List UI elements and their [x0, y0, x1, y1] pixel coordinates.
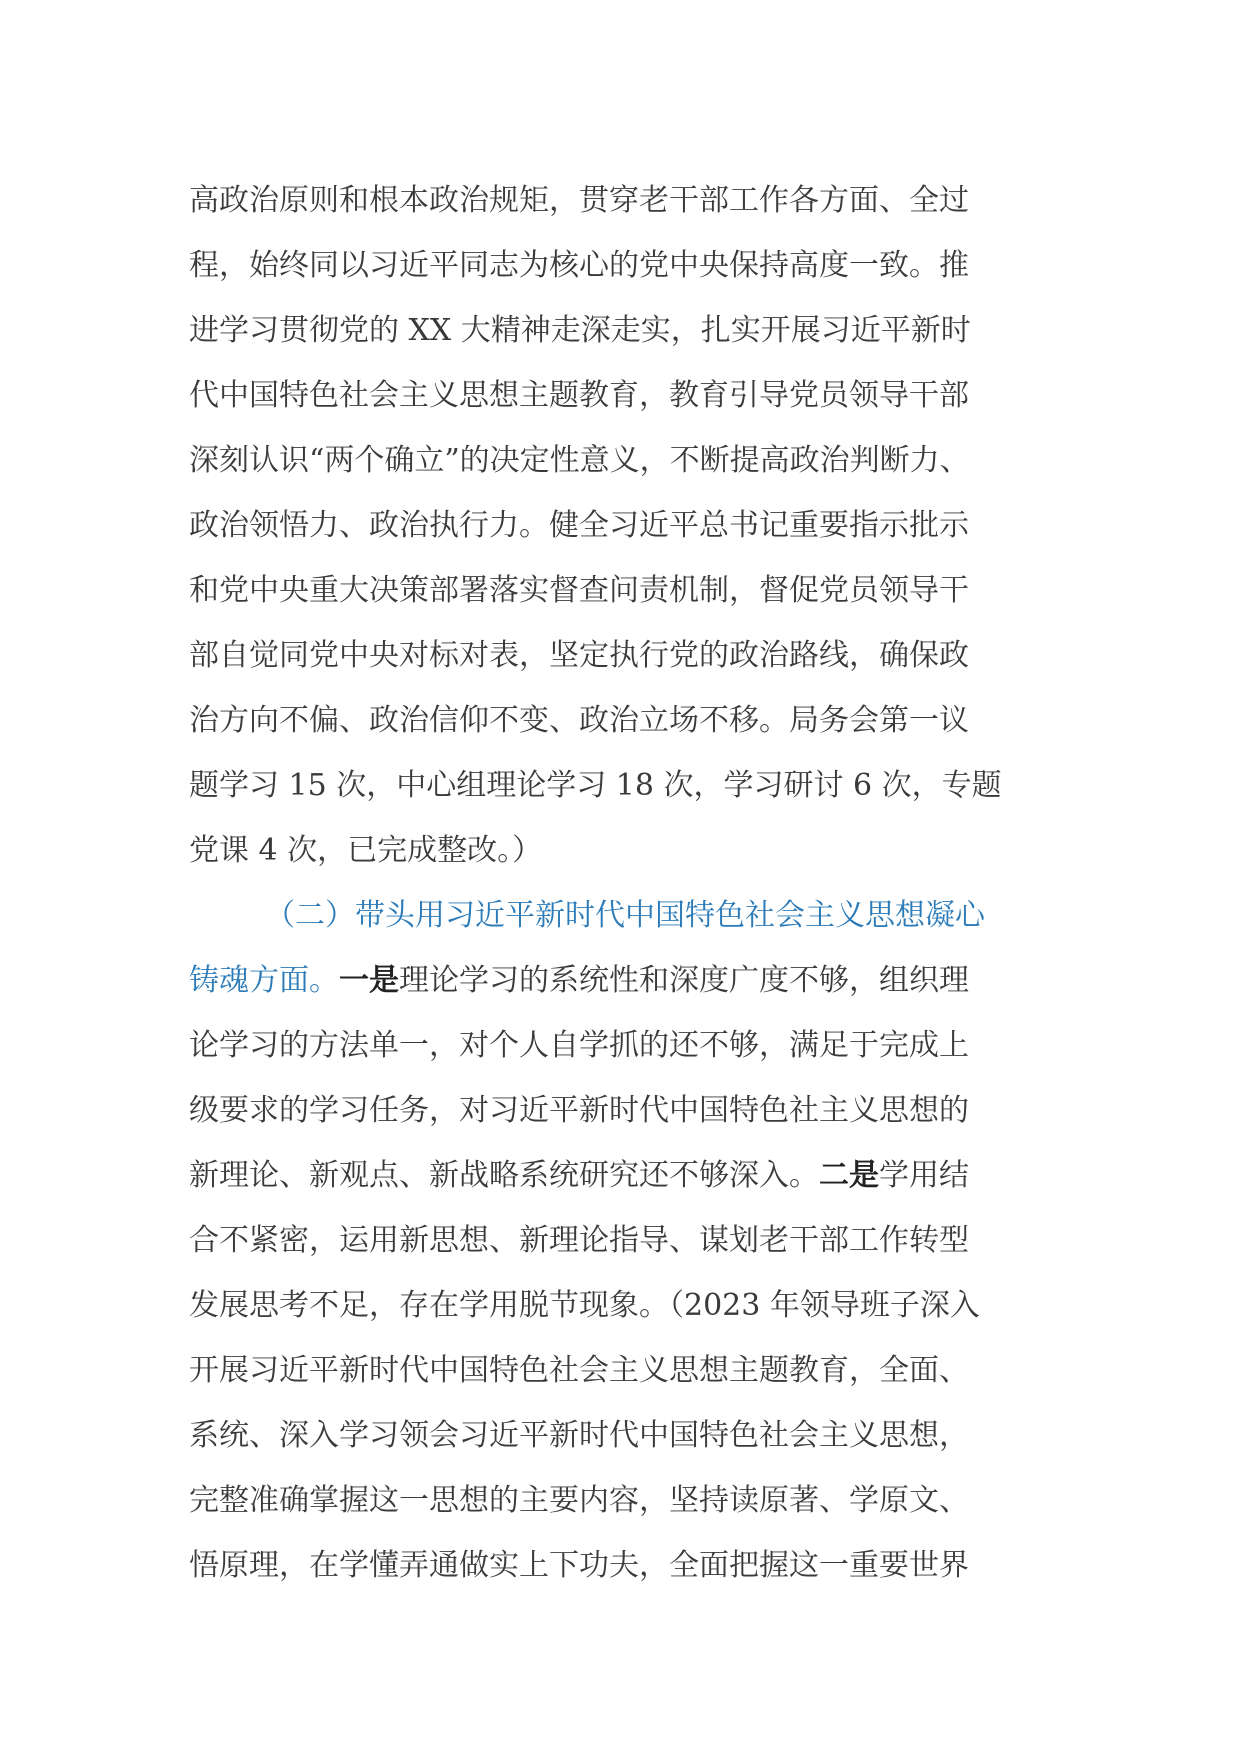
bold-marker: 一是 — [339, 963, 399, 998]
text-line — [189, 753, 1069, 818]
text-segment: 题学习 15 次，中心组理论学习 18 次，学习研讨 6 次，专题 — [189, 768, 1002, 803]
text-line — [189, 1338, 1069, 1403]
text-segment: 程，始终同以习近平同志为核心的党中央保持高度一致。推 — [189, 248, 969, 283]
text-line — [189, 623, 1069, 688]
text-line — [189, 493, 1069, 558]
text-segment: 党课 4 次，已完成整改。） — [189, 833, 543, 868]
text-segment: 进学习贯彻党的 XX 大精神走深走实，扎实开展习近平新时 — [189, 313, 971, 348]
text-segment: 合不紧密，运用新思想、新理论指导、谋划老干部工作转型 — [189, 1223, 969, 1258]
bold-marker: 二是 — [819, 1158, 879, 1193]
text-segment: 深刻认识“两个确立”的决定性意义，不断提高政治判断力、 — [189, 443, 970, 478]
text-segment: 系统、深入学习领会习近平新时代中国特色社会主义思想， — [189, 1418, 969, 1453]
text-segment: 高政治原则和根本政治规矩，贯穿老干部工作各方面、全过 — [189, 183, 969, 218]
text-segment: 治方向不偏、政治信仰不变、政治立场不移。局务会第一议 — [189, 703, 969, 738]
text-line — [189, 233, 1069, 298]
text-segment: 发展思考不足，存在学用脱节现象。（2023 年领导班子深入 — [189, 1288, 980, 1323]
text-segment: 级要求的学习任务，对习近平新时代中国特色社主义思想的 — [189, 1093, 969, 1128]
text-segment: 和党中央重大决策部署落实督查问责机制，督促党员领导干 — [189, 573, 969, 608]
section-heading: 铸魂方面。 — [189, 963, 339, 998]
text-line — [189, 168, 1069, 233]
text-segment: 论学习的方法单一，对个人自学抓的还不够，满足于完成上 — [189, 1028, 969, 1063]
text-segment: 开展习近平新时代中国特色社会主义思想主题教育，全面、 — [189, 1353, 969, 1388]
text-segment: 新理论、新观点、新战略系统研究还不够深入。 — [189, 1158, 819, 1193]
text-segment: 学用结 — [879, 1158, 969, 1193]
text-line — [189, 1533, 1069, 1598]
text-segment: 代中国特色社会主义思想主题教育，教育引导党员领导干部 — [189, 378, 969, 413]
text-segment: 部自觉同党中央对标对表，坚定执行党的政治路线，确保政 — [189, 638, 969, 673]
text-line — [189, 948, 1069, 1013]
section-heading: （二）带头用习近平新时代中国特色社会主义思想凝心 — [265, 898, 985, 933]
text-line — [189, 298, 1069, 363]
text-line — [189, 1208, 1069, 1273]
text-line — [189, 883, 1069, 948]
text-line — [189, 1403, 1069, 1468]
text-segment: 理论学习的系统性和深度广度不够，组织理 — [399, 963, 969, 998]
text-line — [189, 688, 1069, 753]
text-line — [189, 363, 1069, 428]
text-line — [189, 1468, 1069, 1533]
text-segment: 完整准确掌握这一思想的主要内容，坚持读原著、学原文、 — [189, 1483, 969, 1518]
text-line — [189, 1078, 1069, 1143]
text-segment: 政治领悟力、政治执行力。健全习近平总书记重要指示批示 — [189, 508, 969, 543]
text-segment: 悟原理，在学懂弄通做实上下功夫，全面把握这一重要世界 — [189, 1548, 969, 1583]
body-text — [189, 168, 1069, 1598]
text-line — [189, 818, 1069, 883]
text-line — [189, 1273, 1069, 1338]
text-line — [189, 558, 1069, 623]
text-line — [189, 1013, 1069, 1078]
text-line — [189, 1143, 1069, 1208]
text-line — [189, 428, 1069, 493]
